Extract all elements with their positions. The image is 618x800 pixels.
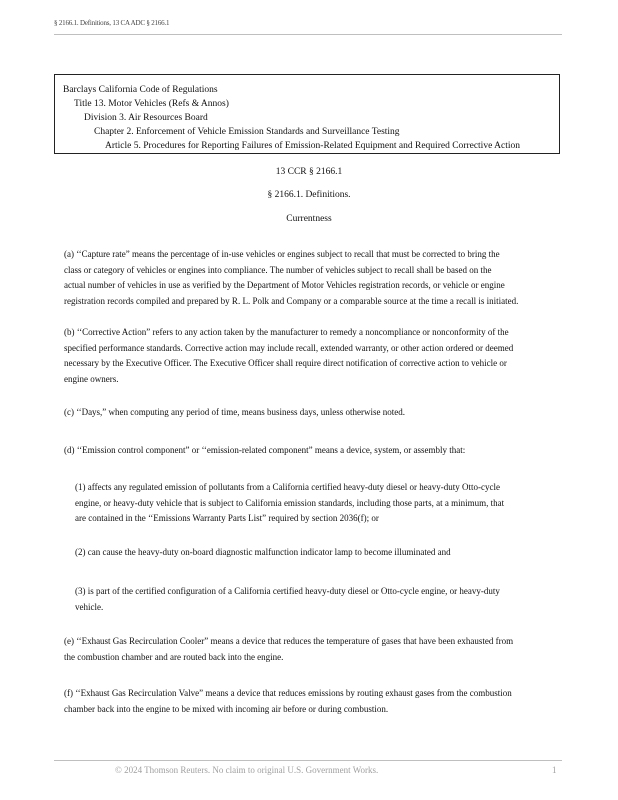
footer-rule — [54, 760, 562, 761]
text-line: (e) ‘‘Exhaust Gas Recirculation Cooler” means a device that reduces the temperature of gases that have been exhausted from — [64, 636, 514, 646]
text-line: specified performance standards. Corrective action may include recall, extended warranty, or other action ordered or deemed — [64, 342, 514, 353]
text-line: (f) ‘‘Exhaust Gas Recirculation Valve” means a device that reduces emissions by routing exhaust gases from the combustion — [64, 688, 512, 698]
paragraph-d2 — [75, 545, 567, 561]
text-line: the combustion chamber and are routed back into the engine. — [64, 651, 284, 662]
text-line: (2) can cause the heavy-duty on-board diagnostic malfunction indicator lamp to become illuminated and — [75, 547, 451, 557]
text-line: (1) affects any regulated emission of pollutants from a California certified heavy-duty diesel or heavy-duty Otto-cycle — [75, 482, 500, 492]
text-line: (3) is part of the certified configuration of a California certified heavy-duty diesel or Otto-cycle engine, or heavy-duty — [75, 586, 500, 596]
citation: 13 CCR § 2166.1 — [275, 167, 343, 177]
text-line: engine, or heavy-duty vehicle that is subject to California emission standards, including those parts, at a minimum, that — [75, 497, 505, 508]
paragraph-d — [64, 443, 576, 459]
hierarchy-box — [54, 74, 560, 154]
text-line: class or category of vehicles or engines into compliance. The number of vehicles subject to recall shall be based on the — [64, 264, 492, 275]
currentness-link[interactable]: Currentness — [286, 214, 332, 224]
paragraph-c — [64, 405, 576, 421]
text-line: (c) ‘‘Days,” when computing any period of time, means business days, unless otherwise noted. — [64, 407, 406, 417]
text-line: (d) ‘‘Emission control component” or ‘‘emission-related component” means a device, system, or assembly that: — [64, 445, 466, 455]
paragraph-b — [64, 325, 576, 387]
page-number: 1 — [552, 765, 557, 775]
paragraph-f — [64, 686, 576, 717]
hierarchy-title[interactable]: Title 13. Motor Vehicles (Refs & Annos) — [74, 99, 229, 109]
section-title: § 2166.1. Definitions. — [267, 190, 351, 200]
running-head: § 2166.1. Definitions, 13 CA ADC § 2166.1 — [54, 19, 170, 27]
text-line: necessary by the Executive Officer. The Executive Officer shall require direct notification of corrective action to vehicle or — [64, 358, 507, 368]
text-line: (b) ‘‘Corrective Action” refers to any action taken by the manufacturer to remedy a noncompliance or nonconformity of the — [64, 327, 509, 337]
paragraph-e — [64, 634, 576, 665]
text-line: chamber back into the engine to be mixed with incoming air before or during combustion. — [64, 703, 389, 714]
text-line: registration records compiled and prepared by R. L. Polk and Company or a comparable source at the time a recall is initiated. — [64, 295, 519, 306]
hierarchy-code: Barclays California Code of Regulations — [63, 85, 218, 95]
text-line: actual number of vehicles in use as verified by the Department of Motor Vehicles registration records, or vehicle or engine — [64, 280, 505, 290]
hierarchy-article: Article 5. Procedures for Reporting Failures of Emission-Related Equipment and Required Corrective Action — [105, 141, 520, 151]
header-rule — [54, 34, 562, 35]
text-line: (a) ‘‘Capture rate” means the percentage of in-use vehicles or engines subject to recall that must be corrected to bring the — [64, 249, 500, 259]
text-line: are contained in the ‘‘Emissions Warranty Parts List” required by section 2036(f); or — [75, 513, 379, 523]
text-line: vehicle. — [75, 601, 104, 612]
paragraph-a — [64, 247, 576, 309]
paragraph-d3 — [75, 584, 567, 615]
hierarchy-chapter: Chapter 2. Enforcement of Vehicle Emission Standards and Surveillance Testing — [94, 127, 400, 137]
hierarchy-division: Division 3. Air Resources Board — [84, 113, 208, 123]
paragraph-d1 — [75, 480, 567, 527]
text-line: engine owners. — [64, 373, 119, 384]
footer-copyright: © 2024 Thomson Reuters. No claim to original U.S. Government Works. — [115, 765, 379, 775]
